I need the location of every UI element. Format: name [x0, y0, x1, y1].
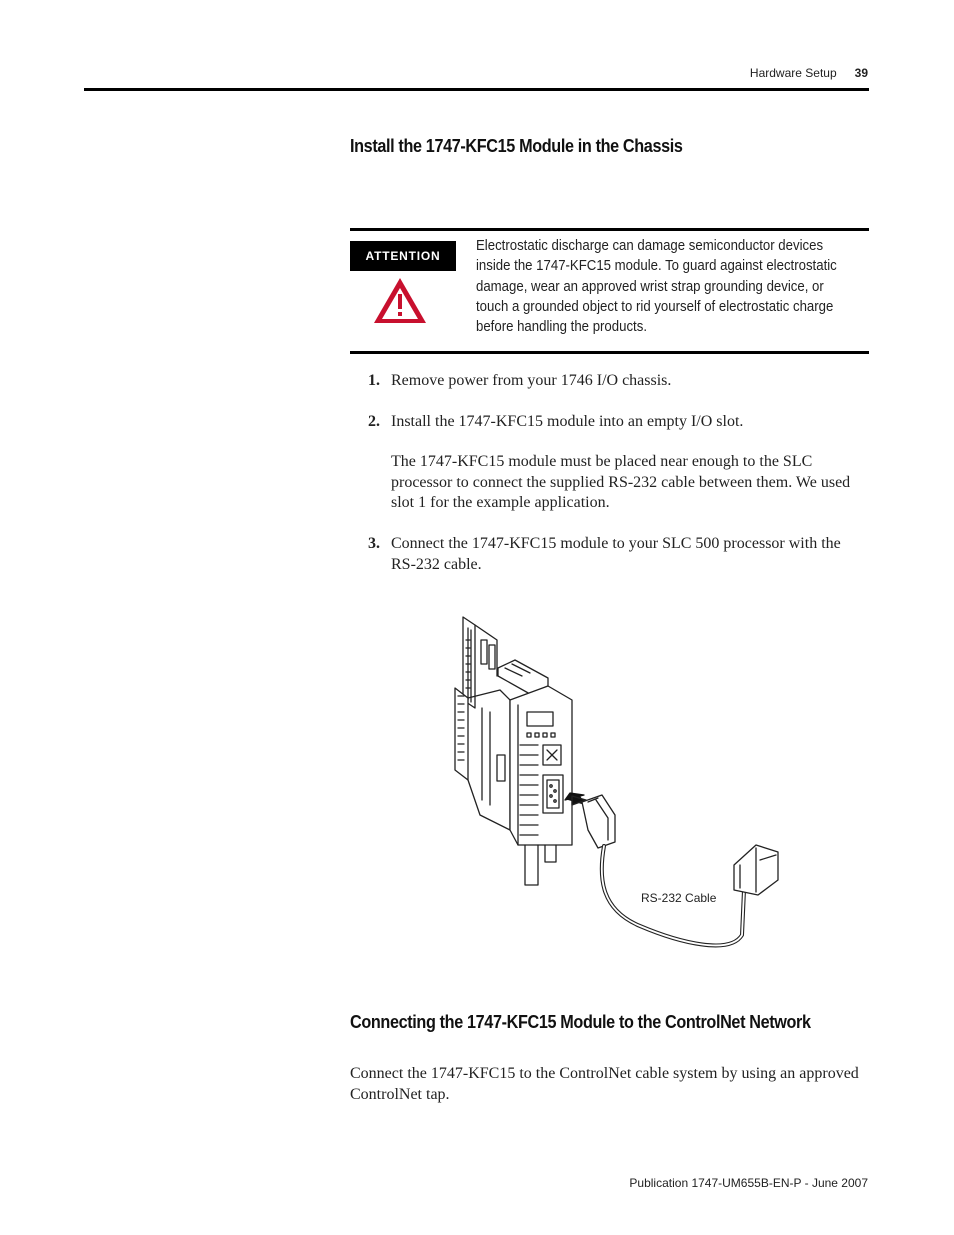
page-number: 39 [854, 66, 868, 80]
step-text: Install the 1747-KFC15 module into an empty I/O slot. [391, 413, 744, 430]
attention-text: Electrostatic discharge can damage semiconductor devices inside the 1747-KFC15 module. To guard against electrostatic damage, wear an approved wrist strap grounding device, or touch a grounded object to rid yourself of electrostatic charge before handling the products. [476, 237, 837, 336]
chassis-rs232-illustration [440, 600, 800, 960]
step-number: 1. [368, 372, 380, 389]
attention-bottom-rule [350, 351, 869, 354]
header-rule [84, 88, 869, 91]
header-section: Hardware Setup [749, 66, 837, 80]
running-header [700, 66, 868, 80]
section2-body: Connect the 1747-KFC15 to the ControlNet cable system by using an approved ControlNet tap. [350, 1065, 859, 1103]
step-number: 2. [368, 413, 380, 430]
attention-label: ATTENTION [350, 241, 456, 271]
section-title-connecting: Connecting the 1747-KFC15 Module to the ControlNet Network [350, 1012, 811, 1032]
attention-top-rule [350, 228, 869, 231]
step-number: 3. [368, 535, 380, 552]
figure-caption: RS-232 Cable [641, 891, 717, 905]
warning-triangle-icon [372, 276, 428, 326]
section-title-install: Install the 1747-KFC15 Module in the Chassis [350, 136, 683, 156]
step-text: Connect the 1747-KFC15 module to your SLC 500 processor with the RS-232 cable. [391, 535, 841, 573]
publication-footer: Publication 1747-UM655B-EN-P - June 2007 [629, 1176, 868, 1190]
step-text: Remove power from your 1746 I/O chassis. [391, 372, 672, 389]
step-2-note: The 1747-KFC15 module must be placed near enough to the SLC processor to connect the supplied RS-232 cable between them. We used slot 1 for the example application. [391, 453, 851, 511]
